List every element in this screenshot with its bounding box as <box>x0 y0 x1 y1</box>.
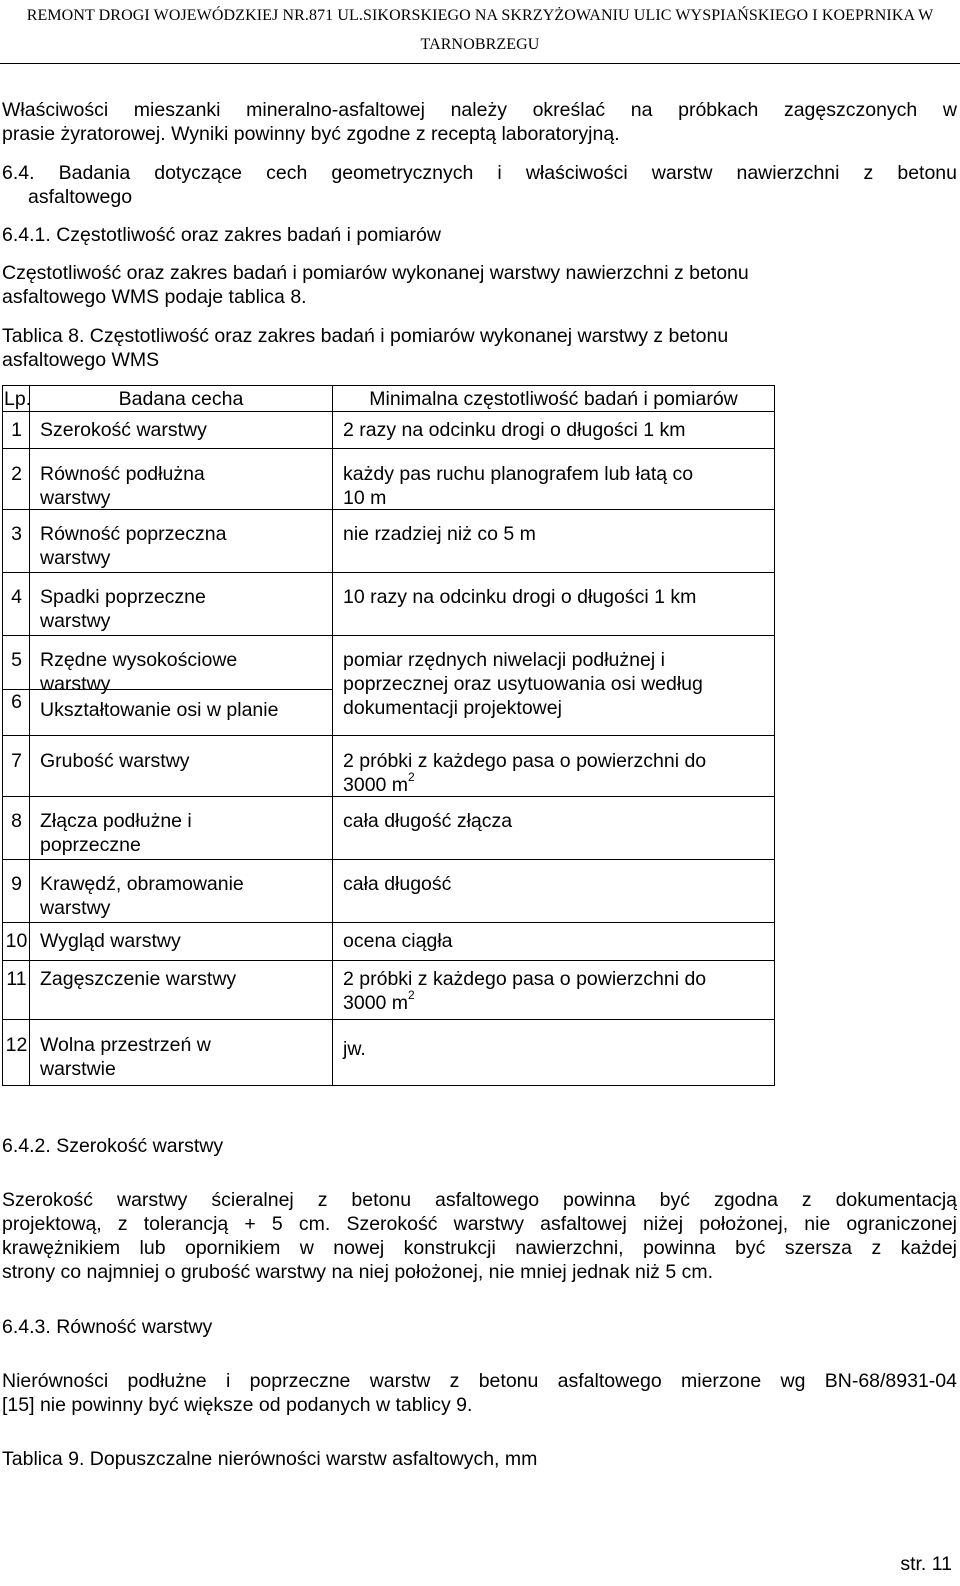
row-frequency: każdy pas ruchu planografem lub łatą co <box>343 463 694 485</box>
header-lp: Lp. <box>4 388 32 410</box>
row-lp: 11 <box>6 968 27 990</box>
row-cecha: Spadki poprzeczne <box>40 586 206 608</box>
table-row <box>3 636 775 690</box>
table-row <box>3 961 775 1020</box>
table-9-caption: Tablica 9. Dopuszczalne nierówności warstw asfaltowych, mm <box>2 1448 538 1470</box>
row-cecha-line-2: warstwie <box>40 1058 116 1080</box>
row-frequency: 2 próbki z każdego pasa o powierzchni do <box>343 750 707 772</box>
row-cecha: Równość podłużna <box>40 463 205 485</box>
row-lp: 8 <box>11 810 22 832</box>
row-frequency-line-2: 3000 $m^2$ <box>343 988 415 1014</box>
table-row <box>3 510 775 573</box>
row-frequency-line-3: dokumentacji projektowej <box>343 697 562 719</box>
row-cecha-line-2: warstwy <box>40 673 111 695</box>
row-cecha: Wygląd warstwy <box>40 930 181 952</box>
width-paragraph-line-3: krawężnikiem lub opornikiem w nowej konstrukcji nawierzchni, powinna być szersza z każdej <box>2 1237 957 1259</box>
width-paragraph-line-1: Szerokość warstwy ścieralnej z betonu asfaltowego powinna być zgodna z dokumentacją <box>2 1189 957 1211</box>
row-frequency-line-2: 3000 $m^2$ <box>343 770 415 796</box>
section-6-4-3-heading: 6.4.3. Równość warstwy <box>2 1316 213 1338</box>
section-6-4-heading-line-1: 6.4. Badania dotyczące cech geometrycznych i właściwości warstw nawierzchni z betonu <box>2 162 957 184</box>
intro-paragraph-line-1: Właściwości mieszanki mineralno-asfaltowej należy określać na próbkach zagęszczonych w <box>2 99 957 121</box>
row-frequency: 10 razy na odcinku drogi o długości 1 km <box>343 586 697 608</box>
row-cecha: Ukształtowanie osi w planie <box>40 699 279 721</box>
table-row <box>3 1020 775 1086</box>
evenness-paragraph-line-1: Nierówności podłużne i poprzeczne warstw z betonu asfaltowego mierzone wg BN-68/8931-04 <box>2 1370 957 1392</box>
row-frequency: ocena ciągła <box>343 930 453 952</box>
table-row <box>3 797 775 860</box>
row-lp: 10 <box>5 930 28 952</box>
row-frequency: 2 razy na odcinku drogi o długości 1 km <box>343 419 686 441</box>
evenness-paragraph-line-2: [15] nie powinny być większe od podanych w tablicy 9. <box>2 1394 473 1416</box>
row-frequency: jw. <box>343 1038 366 1060</box>
row-frequency: cała długość złącza <box>343 810 513 832</box>
header-line-2: TARNOBRZEGU <box>420 36 540 53</box>
row-lp: 12 <box>5 1034 28 1056</box>
table-row <box>3 573 775 636</box>
row-cecha: Krawędź, obramowanie <box>40 873 244 895</box>
frequency-paragraph-line-1: Częstotliwość oraz zakres badań i pomiarów wykonanej warstwy nawierzchni z betonu <box>2 262 749 284</box>
table-row <box>3 412 775 449</box>
superscript: 2 <box>408 770 415 784</box>
table-row <box>3 449 775 510</box>
table-8-caption-line-2: asfaltowego WMS <box>2 349 160 371</box>
row-cecha-line-2: warstwy <box>40 610 111 632</box>
row-lp: 7 <box>11 750 22 772</box>
row-lp: 4 <box>11 586 22 608</box>
row-lp: 9 <box>11 873 22 895</box>
header-frequency: Minimalna częstotliwość badań i pomiarów <box>369 388 738 410</box>
table-header-row <box>3 386 775 412</box>
row-cecha: Zagęszczenie warstwy <box>40 968 237 990</box>
header-badana-cecha: Badana cecha <box>118 388 244 410</box>
row-frequency: 2 próbki z każdego pasa o powierzchni do <box>343 968 707 990</box>
row-frequency-line-2: poprzecznej oraz usytuowania osi według <box>343 673 703 695</box>
row-frequency: cała długość <box>343 873 452 895</box>
row-lp: 3 <box>11 523 22 545</box>
row-cecha: Równość poprzeczna <box>40 523 227 545</box>
row-cecha: Szerokość warstwy <box>40 419 207 441</box>
section-6-4-heading-line-2: asfaltowego <box>28 186 133 208</box>
row-cecha: Rzędne wysokościowe <box>40 649 238 671</box>
row-cecha-line-2: warstwy <box>40 547 111 569</box>
table-row <box>3 736 775 797</box>
row-lp: 1 <box>11 419 22 441</box>
row-frequency-line-2: 10 m <box>343 487 387 509</box>
row-cecha-line-2: poprzeczne <box>40 834 141 856</box>
row-lp: 5 <box>11 649 22 671</box>
width-paragraph-line-4: strony co najmniej o grubość warstwy na niej położonej, nie mniej jednak niż 5 cm. <box>2 1261 714 1283</box>
frequency-paragraph-line-2: asfaltowego WMS podaje tablica 8. <box>2 286 307 308</box>
row-lp: 6 <box>11 691 22 713</box>
table-8 <box>2 385 775 1086</box>
row-frequency: pomiar rzędnych niwelacji podłużnej i <box>343 649 665 671</box>
row-cecha: Wolna przestrzeń w <box>40 1034 211 1056</box>
section-6-4-2-heading: 6.4.2. Szerokość warstwy <box>2 1135 224 1157</box>
header-line-1: REMONT DROGI WOJEWÓDZKIEJ NR.871 UL.SIKORSKIEGO NA SKRZYŻOWANIU ULIC WYSPIAŃSKIEGO I KOEPRNIKA W <box>26 7 934 24</box>
superscript: 2 <box>408 988 415 1002</box>
row-lp: 2 <box>11 463 22 485</box>
table-row <box>3 923 775 961</box>
row-cecha: Grubość warstwy <box>40 750 190 772</box>
row-cecha-line-2: warstwy <box>40 487 111 509</box>
row-cecha: Złącza podłużne i <box>40 810 192 832</box>
row-frequency: nie rzadziej niż co 5 m <box>343 523 536 545</box>
intro-paragraph-line-2: prasie żyratorowej. Wyniki powinny być zgodne z receptą laboratoryjną. <box>2 123 620 145</box>
width-paragraph-line-2: projektową, z tolerancją + 5 cm. Szerokość warstwy asfaltowej niżej położonej, nie ograniczonej <box>2 1213 957 1235</box>
page-number: str. 11 <box>900 1553 952 1575</box>
section-6-4-1-heading: 6.4.1. Częstotliwość oraz zakres badań i pomiarów <box>2 224 441 246</box>
row-cecha-line-2: warstwy <box>40 897 111 919</box>
table-8-caption-line-1: Tablica 8. Częstotliwość oraz zakres badań i pomiarów wykonanej warstwy z betonu <box>2 325 729 347</box>
header-divider <box>0 63 960 64</box>
table-row <box>3 860 775 923</box>
